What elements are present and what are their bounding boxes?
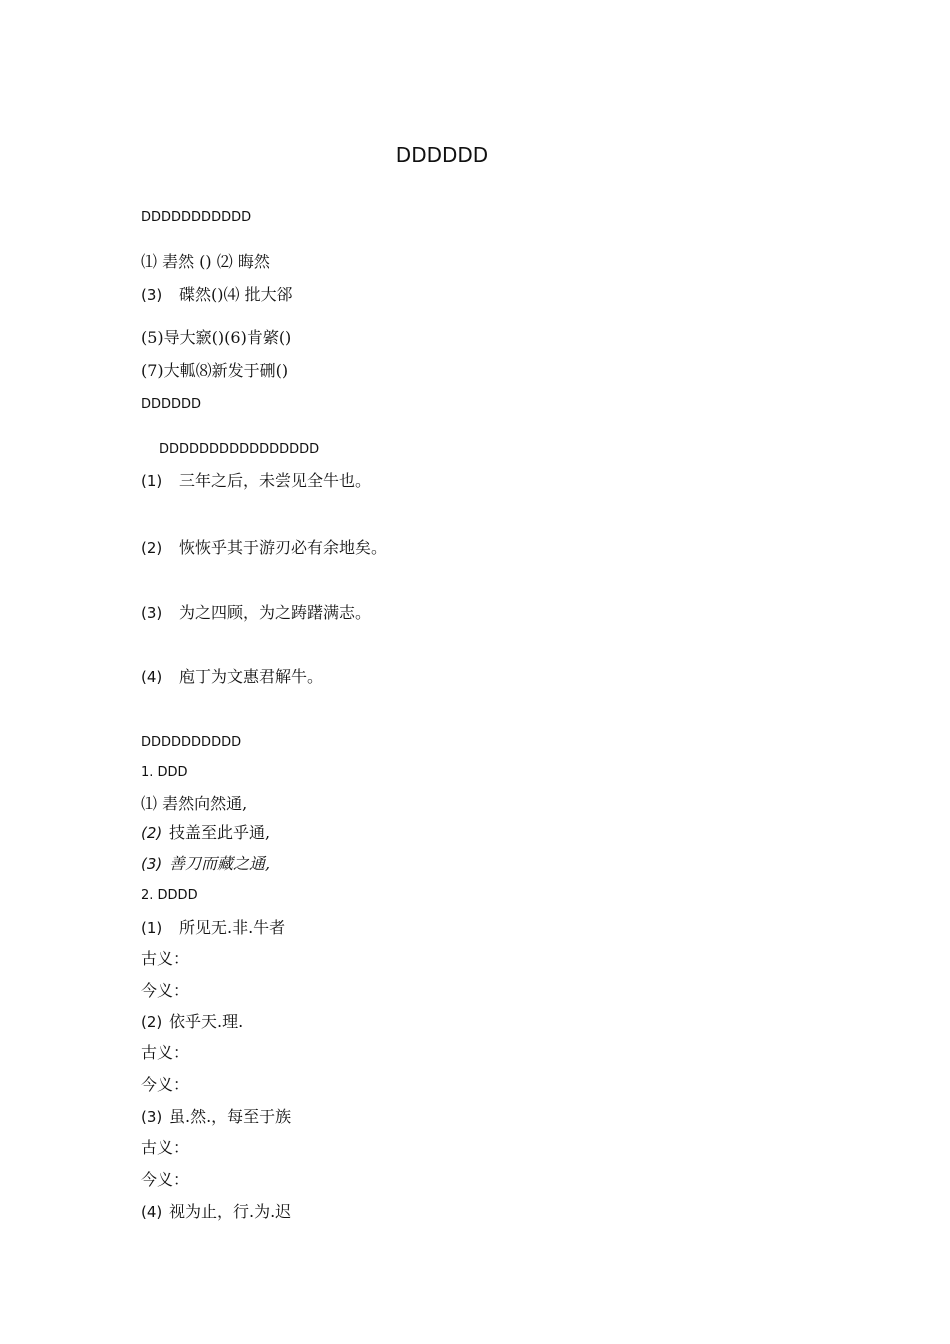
section1-line-2-text: 碟然()⑷ 批大郤 — [179, 285, 293, 304]
section1-heading: DDDDDDDDDDD — [141, 210, 252, 225]
section2-item-1 — [141, 471, 371, 491]
item-text: 技盖至此乎通, — [169, 823, 271, 842]
section1-line-2 — [141, 285, 293, 305]
item-text: 视为止，行.为.迟 — [169, 1202, 292, 1221]
section2-heading: DDDDDD — [141, 397, 202, 412]
section1-line-3: (5)导大窾()(6)肯綮() — [141, 328, 292, 347]
item-text: 为之四顾，为之踌躇满志。 — [179, 603, 372, 622]
section2-item-4 — [141, 667, 323, 687]
item-num: (4) — [141, 668, 163, 686]
item-num: (4) — [141, 1203, 163, 1221]
item-num: (3) — [141, 1108, 163, 1126]
modern-meaning-label: 今义： — [141, 1075, 190, 1094]
item-text: 善刀而藏之通, — [169, 854, 271, 873]
item-num: (1) — [141, 472, 163, 490]
item-text: 虽.然.，每至于族 — [169, 1107, 292, 1126]
section2-item-3 — [141, 603, 371, 623]
item-num: (3) — [141, 604, 163, 622]
item-num: (2) — [141, 824, 163, 842]
ancient-meaning-label: 古义： — [141, 1043, 190, 1062]
section3-part1-item-2 — [141, 823, 270, 843]
item-text: 依乎天.理. — [169, 1012, 244, 1031]
item-text: 庖丁为文惠君解牛。 — [179, 667, 324, 686]
section3-part2-label: 2. DDDD — [141, 888, 198, 903]
item-num: (2) — [141, 539, 163, 557]
section1-line-2-num: (3) — [141, 286, 163, 304]
page-title: DDDDDD — [395, 143, 489, 167]
modern-meaning-label: 今义： — [141, 1170, 190, 1189]
section3-heading: DDDDDDDDDD — [141, 735, 242, 750]
ancient-meaning-label: 古义： — [141, 1138, 190, 1157]
section3-part1-label: 1. DDD — [141, 765, 188, 780]
item-text: 所见无.非.牛者 — [179, 918, 286, 937]
item-num: (1) — [141, 919, 163, 937]
section2-item-2 — [141, 538, 387, 558]
section3-part2-item-1 — [141, 918, 285, 938]
section3-part1-item-3 — [141, 854, 270, 874]
section1-line-4: (7)大軱⑻新发于硎() — [141, 361, 289, 380]
section2-subheading: DDDDDDDDDDDDDDDD — [159, 442, 320, 457]
section3-part2-item-2 — [141, 1012, 243, 1032]
item-num: (3) — [141, 855, 163, 873]
item-num: ⑴ — [141, 794, 158, 813]
item-text: 砉然向然通, — [162, 794, 248, 813]
section3-part1-item-1 — [141, 794, 247, 814]
section3-part2-item-3 — [141, 1107, 291, 1127]
section3-part2-item-4 — [141, 1202, 291, 1222]
ancient-meaning-label: 古义： — [141, 949, 190, 968]
item-text: 三年之后，未尝见全牛也。 — [179, 471, 372, 490]
section1-line-1: ⑴ 砉然 () ⑵ 晦然 — [141, 252, 270, 271]
item-text: 恢恢乎其于游刃必有余地矣。 — [179, 538, 388, 557]
modern-meaning-label: 今义： — [141, 981, 190, 1000]
item-num: (2) — [141, 1013, 163, 1031]
